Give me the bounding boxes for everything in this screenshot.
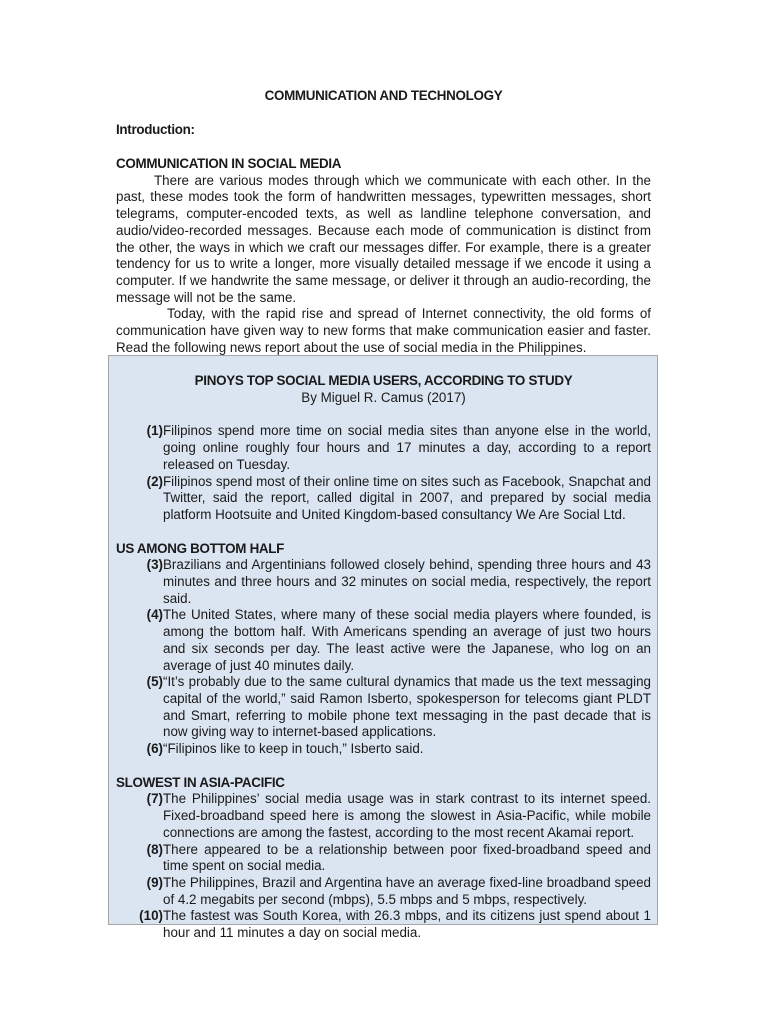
item-number: (6) [146, 741, 163, 757]
item-number: (4) [146, 607, 163, 623]
list-item [116, 474, 651, 524]
news-article-box [108, 355, 658, 941]
list-item [116, 423, 651, 473]
section-list [116, 557, 651, 757]
item-number: (3) [146, 557, 163, 573]
item-text: Brazilians and Argentinians followed closely behind, spending three hours and 43 minutes and three hours and 32 minutes on social media, respectively, the report said. [163, 557, 651, 606]
intro-paragraph-2: Today, with the rapid rise and spread of Internet connectivity, the old forms of communication have given way to new forms that make communication easier and faster. Read the following news report about the use of social media in the Philippines. [116, 306, 651, 355]
item-text: The Philippines, Brazil and Argentina have an average fixed-line broadband speed of 4.2 megabits per second (mbps), 5.5 mbps and 5 mbps, respectively. [163, 874, 651, 907]
list-item [116, 607, 651, 674]
subheading-us-among-bottom-half: US AMONG BOTTOM HALF [116, 540, 285, 556]
item-text: There appeared to be a relationship between poor fixed-broadband speed and time spent on social media. [163, 841, 651, 874]
item-text: The fastest was South Korea, with 26.3 mbps, and its citizens just spend about 1 hour and 11 minutes a day on social media. [163, 908, 651, 941]
item-text: The Philippines’ social media usage was in stark contrast to its internet speed. Fixed-broadband speed here is among the slowest in Asia-Pacific, while mobile connections are among the fastest, according to the most recent Akamai report. [163, 791, 651, 840]
item-number: (1) [146, 423, 163, 439]
list-item [116, 875, 651, 908]
item-text: The United States, where many of these social media players where founded, is among the bottom half. With Americans spending an average of just two hours and six seconds per day. The least active were the Japanese, who log on an average of just 40 minutes daily. [163, 607, 651, 673]
item-text: Filipinos spend most of their online time on sites such as Facebook, Snapchat and Twitter, said the report, called digital in 2007, and prepared by social media platform Hootsuite and United Kingdom-based consultancy We Are Social Ltd. [163, 473, 651, 522]
list-item [116, 674, 651, 741]
intro-heading: Introduction: [116, 122, 195, 137]
article-byline: By Miguel R. Camus (2017) [301, 389, 466, 405]
article-intro-list [116, 423, 651, 523]
item-text: “Filipinos like to keep in touch,” Isberto said. [163, 741, 424, 757]
list-item [116, 791, 651, 841]
list-item [116, 908, 651, 941]
item-text: “It’s probably due to the same cultural dynamics that made us the text messaging capital of the world,” said Ramon Isberto, spokesperson for telecoms giant PLDT and Smart, referring to mobile phone text messaging in the past decade that is now giving way to internet-based applications. [163, 674, 651, 740]
article-title: PINOYS TOP SOCIAL MEDIA USERS, ACCORDING TO STUDY [194, 373, 573, 388]
news-article [116, 373, 651, 942]
document-page [116, 88, 651, 356]
list-item [116, 557, 651, 607]
document-title: COMMUNICATION AND TECHNOLOGY [264, 88, 503, 103]
intro-paragraph-1: There are various modes through which we communicate with each other. In the past, these modes took the form of handwritten messages, typewritten messages, short telegrams, computer-encoded texts, as well as landline telephone conversation, and audio/video-recorded messages. Because each mode of communication is distinct from the other, the ways in which we craft our messages differ. For example, there is a greater tendency for us to write a longer, more visually detailed message if we encode it using a computer. If we handwrite the same message, or deliver it through an audio-recording, the message will not be the same. [116, 172, 651, 305]
item-number: (10) [139, 908, 163, 924]
list-item [116, 842, 651, 875]
list-item [116, 741, 651, 758]
item-number: (9) [146, 874, 163, 890]
section-heading: COMMUNICATION IN SOCIAL MEDIA [116, 156, 342, 171]
item-number: (2) [146, 473, 163, 489]
section-list [116, 791, 651, 941]
item-number: (7) [146, 791, 163, 807]
item-number: (5) [146, 674, 163, 690]
item-number: (8) [146, 841, 163, 857]
item-text: Filipinos spend more time on social media sites than anyone else in the world, going online roughly four hours and 17 minutes a day, according to a report released on Tuesday. [163, 423, 651, 472]
subheading-slowest-in-asia-pacific: SLOWEST IN ASIA-PACIFIC [116, 774, 285, 790]
